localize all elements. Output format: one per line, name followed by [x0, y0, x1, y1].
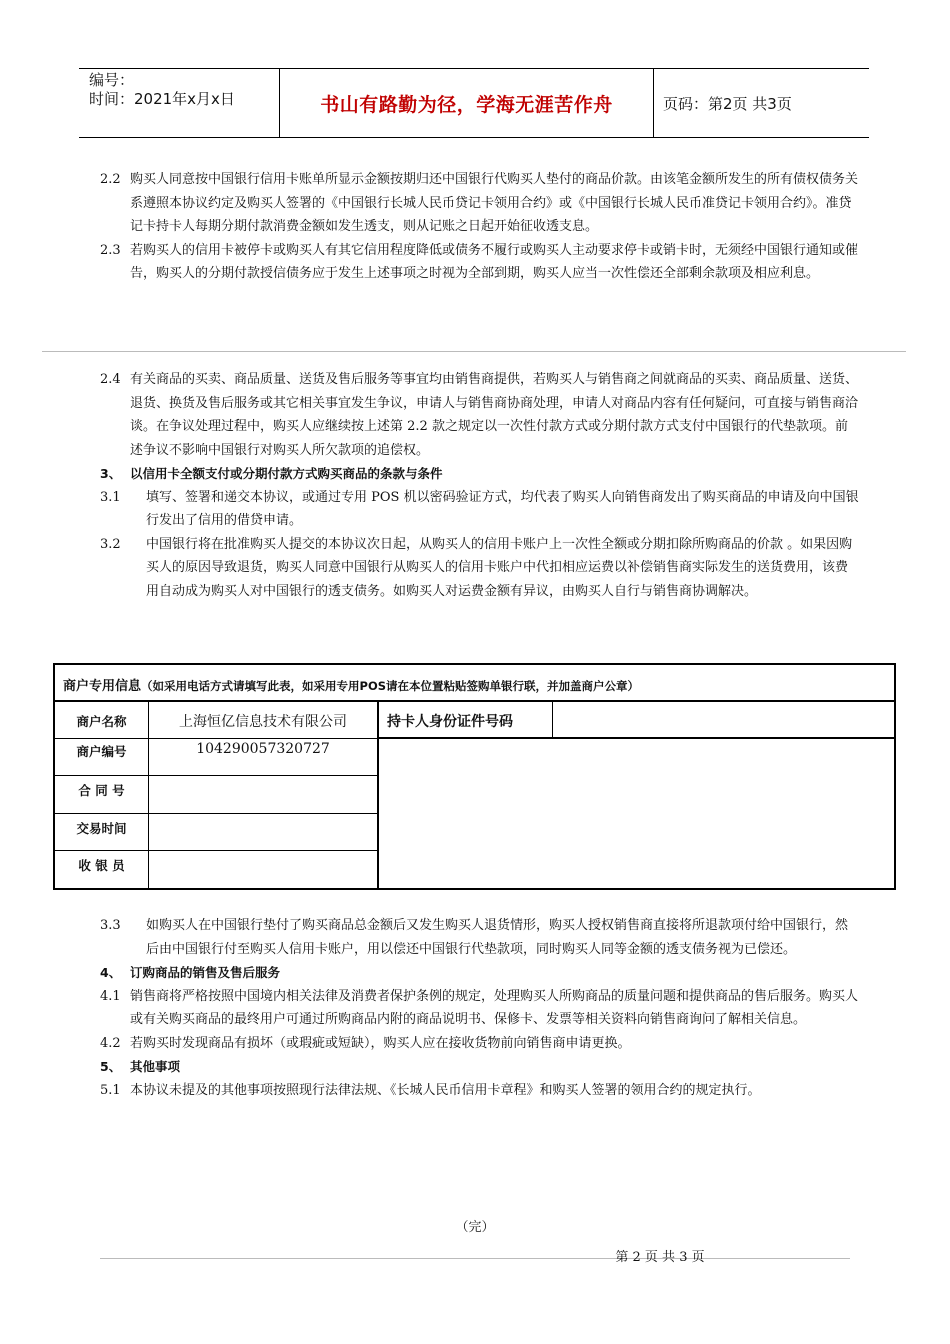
header-page-info: 页码：第2页 共3页: [663, 94, 792, 113]
id-card-value[interactable]: [553, 702, 894, 739]
merchant-no-value: 104290057320727: [149, 739, 379, 776]
clause-2-3: [100, 239, 860, 286]
clause-text: 若购买时发现商品有损坏（或瑕疵或短缺），购买人应在接收货物前向销售商申请更换。: [130, 1035, 631, 1051]
section2-part2: [100, 368, 860, 603]
section-title: 订购商品的销售及售后服务: [130, 965, 281, 980]
clause-2-4: [100, 368, 860, 462]
clause-text: 若购买人的信用卡被停卡或购买人有其它信用程度降低或债务不履行或购买人主动要求停卡或销卡时，无须经中国银行通知或催告，购买人的分期付款授信债务应于发生上述事项之时视为全部到期，购买人应当一次性偿还全部剩余款项及相应利息。: [130, 242, 859, 281]
merchant-table-note: （如采用电话方式请填写此表，如采用专用POS请在本位置粘贴签购单银行联，并加盖商户公章）: [141, 679, 639, 693]
clause-number: 4.2: [100, 1035, 121, 1051]
section3-heading: [100, 462, 860, 486]
clause-text: 购买人同意按中国银行信用卡账单所显示金额按期归还中国银行代购买人垫付的商品价款。由该笔金额所发生的所有债权债务关系遵照本协议约定及购买人签署的《中国银行长城人民币贷记卡领用合约》或《中国银行长城人民币准贷记卡领用合约》。准贷记卡持卡人每期分期付款消费金额如发生透支，则从记账之日起开始征收透支息。: [130, 172, 859, 234]
clause-number: 2.4: [100, 372, 121, 387]
section3-continued: [100, 914, 860, 1102]
clause-3-1: [100, 486, 860, 533]
clause-text: 中国银行将在批准购买人提交的本协议次日起，从购买人的信用卡账户上一次性全额或分期扣除所购商品的价款 。如果因购买人的原因导致退货，购买人同意中国银行从购买人的信用卡账户中代扣相应运费以补偿销售商实际发生的送货费用，该费用自动成为购买人对中国银行的透支债务。如购买人对运费金额有异议，由购买人自行与销售商协调解决。: [146, 536, 853, 599]
merchant-name-value: 上海恒亿信息技术有限公司: [149, 702, 379, 739]
clause-number: 3.2: [100, 536, 121, 552]
header-number-label: 编号：: [89, 71, 135, 89]
clause-number: 3.1: [100, 489, 121, 505]
footer-page-number: 第 2 页 共 3 页: [615, 1250, 705, 1265]
clause-text: 本协议未提及的其他事项按照现行法律法规、《长城人民币信用卡章程》和购买人签署的领用合约的规定执行。: [130, 1082, 761, 1098]
section-number: 5、: [100, 1059, 122, 1074]
cashier-label: 收 银 员: [55, 851, 149, 888]
page-break-divider: [42, 351, 906, 352]
clause-text: 填写、签署和递交本协议，或通过专用 POS 机以密码验证方式，均代表了购买人向销售商发出了购买商品的申请及向中国银行发出了信用的借贷申请。: [146, 489, 859, 528]
clause-text: 有关商品的买卖、商品质量、送货及售后服务等事宜均由销售商提供，若购买人与销售商之间就商品的买卖、商品质量、送货、退货、换货及售后服务或其它相关事宜发生争议，申请人与销售商协商处理，申请人对商品内容有任何疑问，可直接与销售商洽谈。在争议处理过程中，购买人应继续按上述第 2.2 款之规定以一次性付款方式或分期付款方式支付中国银行的代垫款项。前述争议不影响中国银行对购买人所欠款项的追偿权。: [130, 372, 859, 458]
section-title: 其他事项: [130, 1059, 181, 1074]
id-card-label: 持卡人身份证件号码: [379, 702, 553, 739]
clause-number: 3.3: [100, 918, 121, 933]
clause-5-1: [100, 1079, 860, 1103]
section4-heading: [100, 961, 860, 985]
section-number: 4、: [100, 965, 122, 980]
clause-number: 2.2: [100, 172, 121, 187]
clause-4-2: [100, 1032, 860, 1056]
clause-text: 销售商将严格按照中国境内相关法律及消费者保护条例的规定，处理购买人所购商品的质量问题和提供商品的售后服务。购买人或有关购买商品的最终用户可通过所购商品内附的商品说明书、保修卡、发票等相关资料向销售商询问了解相关信息。: [130, 988, 859, 1027]
merchant-table-title: 商户专用信息: [63, 679, 142, 694]
section-title: 以信用卡全额支付或分期付款方式购买商品的条款与条件: [130, 466, 443, 481]
clause-3-2: [100, 533, 860, 604]
clause-number: 2.3: [100, 242, 121, 258]
receipt-paste-area: [379, 741, 894, 888]
clause-number: 4.1: [100, 988, 121, 1004]
contract-no-label: 合 同 号: [55, 776, 149, 814]
clause-number: 5.1: [100, 1082, 121, 1098]
merchant-info-table: [53, 663, 896, 890]
page-header: [79, 68, 869, 138]
clause-text: 如购买人在中国银行垫付了购买商品总金额后又发生购买人退货情形，购买人授权销售商直接将所退款项付给中国银行，然后由中国银行付至购买人信用卡账户，用以偿还中国银行代垫款项，同时购买人同等金额的透支债务视为已偿还。: [146, 918, 849, 957]
cashier-value[interactable]: [149, 851, 379, 888]
trade-time-label: 交易时间: [55, 814, 149, 851]
section5-heading: [100, 1055, 860, 1079]
merchant-table-header: [55, 665, 894, 702]
trade-time-value[interactable]: [149, 814, 379, 851]
merchant-no-label: 商户编号: [55, 739, 149, 776]
header-motto: 书山有路勤为径，学海无涯苦作舟: [280, 69, 654, 137]
header-time-label: 时间：2021年x月x日: [89, 90, 235, 108]
section-number: 3、: [100, 466, 122, 481]
clause-3-3: [100, 914, 860, 961]
clause-2-2: [100, 168, 860, 239]
end-mark: （完）: [455, 1220, 495, 1235]
contract-no-value[interactable]: [149, 776, 379, 814]
clause-4-1: [100, 985, 860, 1032]
section2-part1: [100, 168, 860, 286]
merchant-name-label: 商户名称: [55, 702, 149, 739]
header-meta: [79, 69, 280, 137]
